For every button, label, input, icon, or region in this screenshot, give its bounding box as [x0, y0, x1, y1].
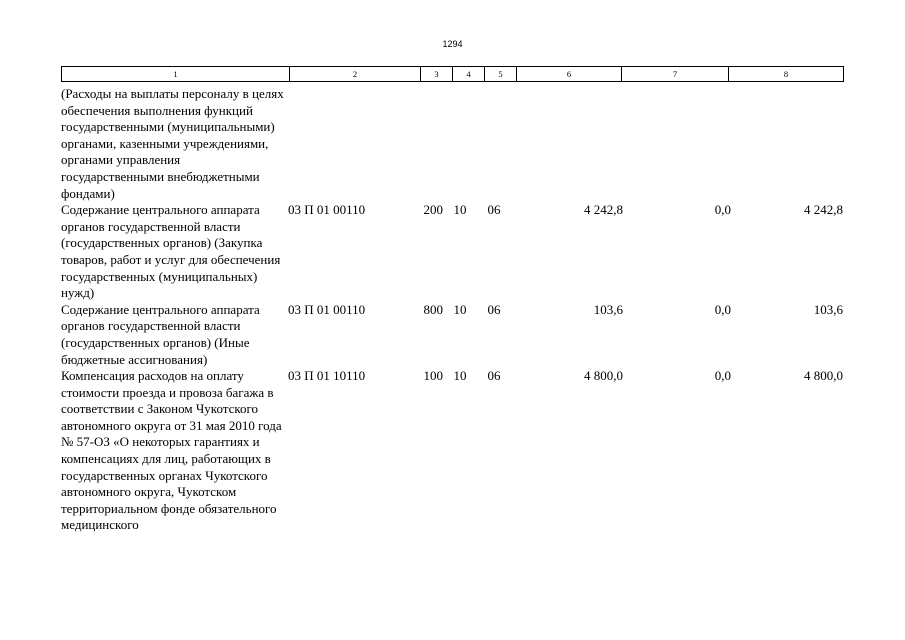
- row-total: 4 800,0: [804, 368, 843, 384]
- row-code: 03 П 01 00110: [288, 202, 366, 218]
- row-change: 0,0: [714, 301, 731, 317]
- row-code: 03 П 01 00110: [288, 301, 366, 317]
- row-rz: 10: [453, 301, 467, 317]
- column-header-4: 4: [453, 67, 485, 82]
- column-header-2: 2: [290, 67, 421, 82]
- row-pr: 06: [487, 368, 501, 384]
- column-header-5: 5: [485, 67, 517, 82]
- row-rz: 10: [453, 368, 467, 384]
- row-name: Содержание центрального аппарата органов государственной власти (государственных органов) (Закупка товаров, работ и услуг для обеспечения государственных (муниципальных) нужд): [61, 202, 281, 301]
- row-name: Содержание центрального аппарата органов государственной власти (государственных органов) (Иные бюджетные ассигнования): [61, 301, 260, 367]
- column-header-1: 1: [62, 67, 290, 82]
- table-body: [61, 86, 843, 534]
- row-vr: 800: [423, 301, 443, 317]
- row-rz: 10: [453, 202, 467, 218]
- table-row: [61, 202, 843, 302]
- row-sum: 103,6: [593, 301, 623, 317]
- table-row: [61, 86, 843, 202]
- row-name: Компенсация расходов на оплату стоимости проезда и провоза багажа в соответствии с Законом Чукотского автономного округа от 31 мая 2010 года № 57-ОЗ «О некоторых гарантиях и компенсациях для лиц, работающих в государственных органах Чукотского автономного округа, Чукотском территориальном фонде обязательного медицинского: [61, 368, 282, 533]
- page-number: 1294: [442, 39, 463, 49]
- row-pr: 06: [487, 202, 501, 218]
- column-header-row: [62, 67, 844, 82]
- column-header-3: 3: [421, 67, 453, 82]
- column-header-8: 8: [729, 67, 844, 82]
- column-header-6: 6: [517, 67, 622, 82]
- row-change: 0,0: [714, 202, 731, 218]
- row-sum: 4 800,0: [584, 368, 623, 384]
- column-header-7: 7: [622, 67, 729, 82]
- row-change: 0,0: [714, 368, 731, 384]
- row-total: 4 242,8: [804, 202, 843, 218]
- row-total: 103,6: [813, 301, 843, 317]
- table-row: [61, 302, 843, 368]
- row-code: 03 П 01 10110: [288, 368, 366, 384]
- row-sum: 4 242,8: [584, 202, 623, 218]
- row-vr: 100: [423, 368, 443, 384]
- row-name: (Расходы на выплаты персоналу в целях обеспечения выполнения функций государственными (муниципальными) органами, казенными учреждениями, органами управления государственными внебюджетными фондами): [61, 86, 284, 201]
- row-vr: 200: [423, 202, 443, 218]
- table-row: [61, 368, 843, 534]
- row-pr: 06: [487, 301, 501, 317]
- column-header-table: [61, 66, 844, 82]
